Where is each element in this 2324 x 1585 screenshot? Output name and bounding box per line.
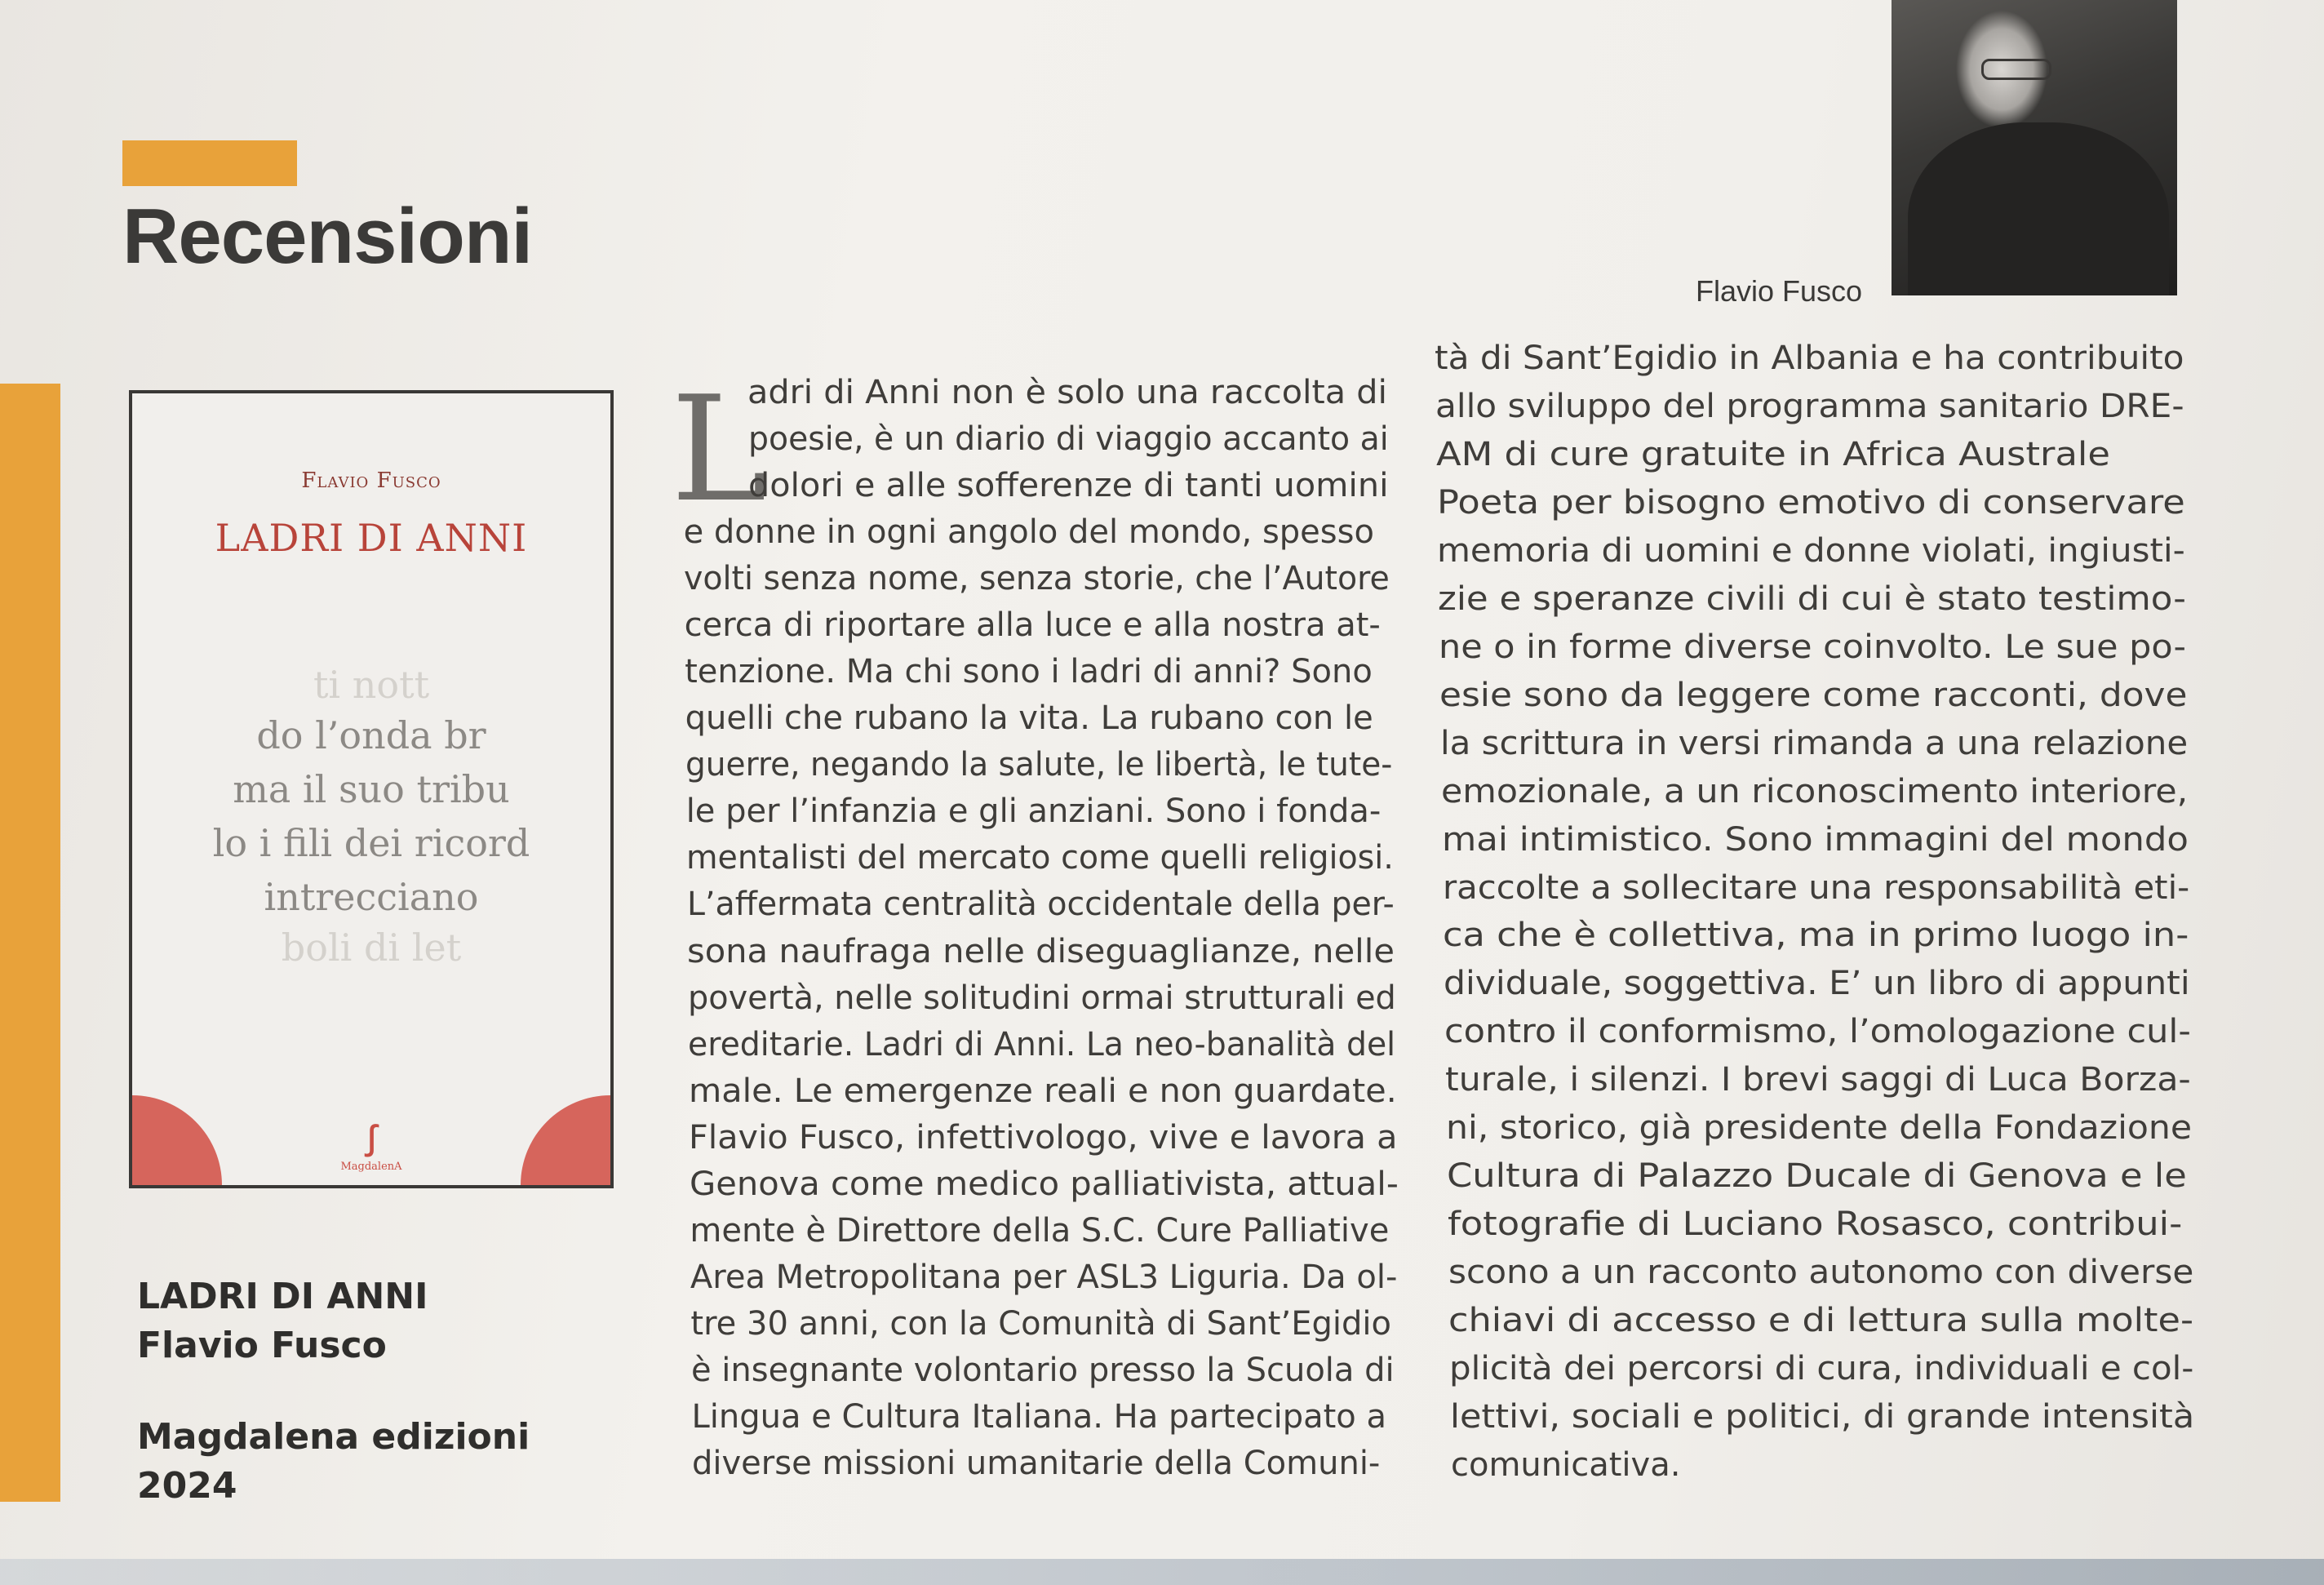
article-line: ni, storico, già presidente della Fondazione — [1445, 1109, 2192, 1148]
photo-figure — [1908, 122, 2169, 295]
cover-publisher: MagdalenA — [340, 1161, 402, 1173]
publisher-logo-icon: ꭍ — [363, 1118, 379, 1167]
article-line: le per l’infanzia e gli anziani. Sono i fonda- — [685, 792, 1382, 831]
article-line: quelli che rubano la vita. La rubano con le — [685, 699, 1373, 738]
article-line: Flavio Fusco, infettivologo, vive e lavora a — [689, 1118, 1398, 1157]
article-line: allo sviluppo del programma sanitario DRE- — [1435, 387, 2184, 425]
article-line: Lingua e Cultura Italiana. Ha partecipato a — [691, 1397, 1386, 1436]
article-line: ne o in forme diverse coinvolto. Le sue po- — [1439, 628, 2187, 666]
article-line: guerre, negando la salute, le libertà, le tute- — [685, 746, 1393, 784]
article-line: è insegnante volontario presso la Scuola di — [690, 1351, 1395, 1389]
article-line: lettivi, sociali e politici, di grande intensità — [1450, 1398, 2195, 1436]
author-photo — [1892, 0, 2177, 295]
cover-verse-line: ti nott — [313, 663, 430, 707]
article-line: poesie, è un diario di viaggio accanto ai — [747, 420, 1389, 459]
article-line: memoria di uomini e donne violati, ingiusti- — [1437, 531, 2186, 570]
article-line: emozionale, a un riconoscimento interiore, — [1440, 772, 2189, 810]
article-line: adri di Anni non è solo una raccolta di — [747, 374, 1387, 411]
cover-author: Flavio Fusco — [301, 468, 441, 493]
cover-verse-line: do l’onda br — [256, 713, 486, 757]
article-line: L’affermata centralità occidentale della per- — [686, 886, 1395, 924]
article-line: contro il conformismo, l’omologazione cul- — [1444, 1013, 2192, 1051]
cover-verse-line: ma il suo tribu — [233, 767, 510, 811]
article-line: chiavi di accesso e di lettura sulla molte- — [1448, 1302, 2194, 1340]
article-line: dividuale, soggettiva. E’ un libro di appunti — [1444, 965, 2190, 1003]
article-line: e donne in ogni angolo del mondo, spesso — [683, 513, 1374, 552]
article-line: tre 30 anni, con la Comunità di Sant’Egidio — [690, 1304, 1391, 1343]
article-line: la scrittura in versi rimanda a una relazione — [1439, 724, 2189, 762]
cover-verse-line: intrecciano — [264, 875, 479, 919]
cover-verse-line: lo i fili dei ricord — [212, 821, 530, 865]
article-line: mentalisti del mercato come quelli religiosi. — [686, 839, 1395, 877]
section-accent-bar — [122, 140, 297, 186]
article-line: AM di cure gratuite in Africa Australe — [1435, 435, 2110, 473]
article-line: cerca di riportare alla luce e alla nostra at- — [684, 606, 1381, 645]
article-line: dolori e alle sofferenze di tanti uomini — [748, 467, 1389, 505]
article-line: Cultura di Palazzo Ducale di Genova e le — [1446, 1157, 2187, 1196]
article-line: mai intimistico. Sono immagini del mondo — [1441, 820, 2189, 859]
photo-caption: Flavio Fusco — [1696, 274, 1863, 308]
article-line: ca che è collettiva, ma in primo luogo in- — [1443, 917, 2189, 955]
side-accent-bar — [0, 384, 60, 1502]
article-line: raccolte a sollecitare una responsabilità eti- — [1442, 868, 2189, 907]
article-line: tà di Sant’Egidio in Albania e ha contribuito — [1435, 340, 2184, 377]
article-line: sona naufraga nelle diseguaglianze, nelle — [687, 932, 1395, 970]
article-line: zie e speranze civili di cui è stato testimo- — [1438, 579, 2187, 618]
book-info-publisher: Magdalena edizioni — [137, 1416, 530, 1458]
bottom-edge — [0, 1559, 2324, 1585]
article-line: esie sono da leggere come racconti, dove — [1439, 676, 2188, 714]
article-line: tenzione. Ma chi sono i ladri di anni? Sono — [685, 653, 1373, 691]
article-line: povertà, nelle solitudini ormai strutturali ed — [687, 979, 1396, 1017]
article-line: plicità dei percorsi di cura, individuali e col- — [1449, 1350, 2194, 1388]
article-line: volti senza nome, senza storie, che l’Autore — [684, 560, 1390, 598]
book-info-title: LADRI DI ANNI — [137, 1276, 428, 1317]
cover-verse-line: boli di let — [281, 926, 462, 970]
drop-cap: L — [671, 365, 768, 534]
cover-title: LADRI DI ANNI — [215, 516, 528, 560]
article-line: Poeta per bisogno emotivo di conservare — [1436, 483, 2185, 522]
book-cover — [129, 390, 614, 1188]
section-title: Recensioni — [122, 193, 533, 280]
article-line: turale, i silenzi. I brevi saggi di Luca Borza- — [1445, 1061, 2191, 1099]
article-line: male. Le emergenze reali e non guardate. — [688, 1072, 1397, 1110]
article-line: scono a un racconto autonomo con diverse — [1448, 1254, 2193, 1292]
book-info-year: 2024 — [137, 1465, 237, 1507]
article-line: mente è Direttore della S.C. Cure Palliative — [690, 1211, 1390, 1250]
article-line: Genova come medico palliativista, attual- — [689, 1165, 1399, 1203]
article-line: ereditarie. Ladri di Anni. La neo-banalità del — [688, 1025, 1396, 1063]
article-line: diverse missioni umanitarie della Comuni- — [692, 1445, 1381, 1482]
article-line: fotografie di Luciano Rosasco, contribui- — [1447, 1205, 2182, 1244]
photo-glasses — [1981, 59, 2051, 80]
book-info-author: Flavio Fusco — [137, 1325, 387, 1366]
article-line: comunicativa. — [1451, 1446, 1681, 1484]
article-line: Area Metropolitana per ASL3 Liguria. Da ol- — [690, 1258, 1398, 1296]
